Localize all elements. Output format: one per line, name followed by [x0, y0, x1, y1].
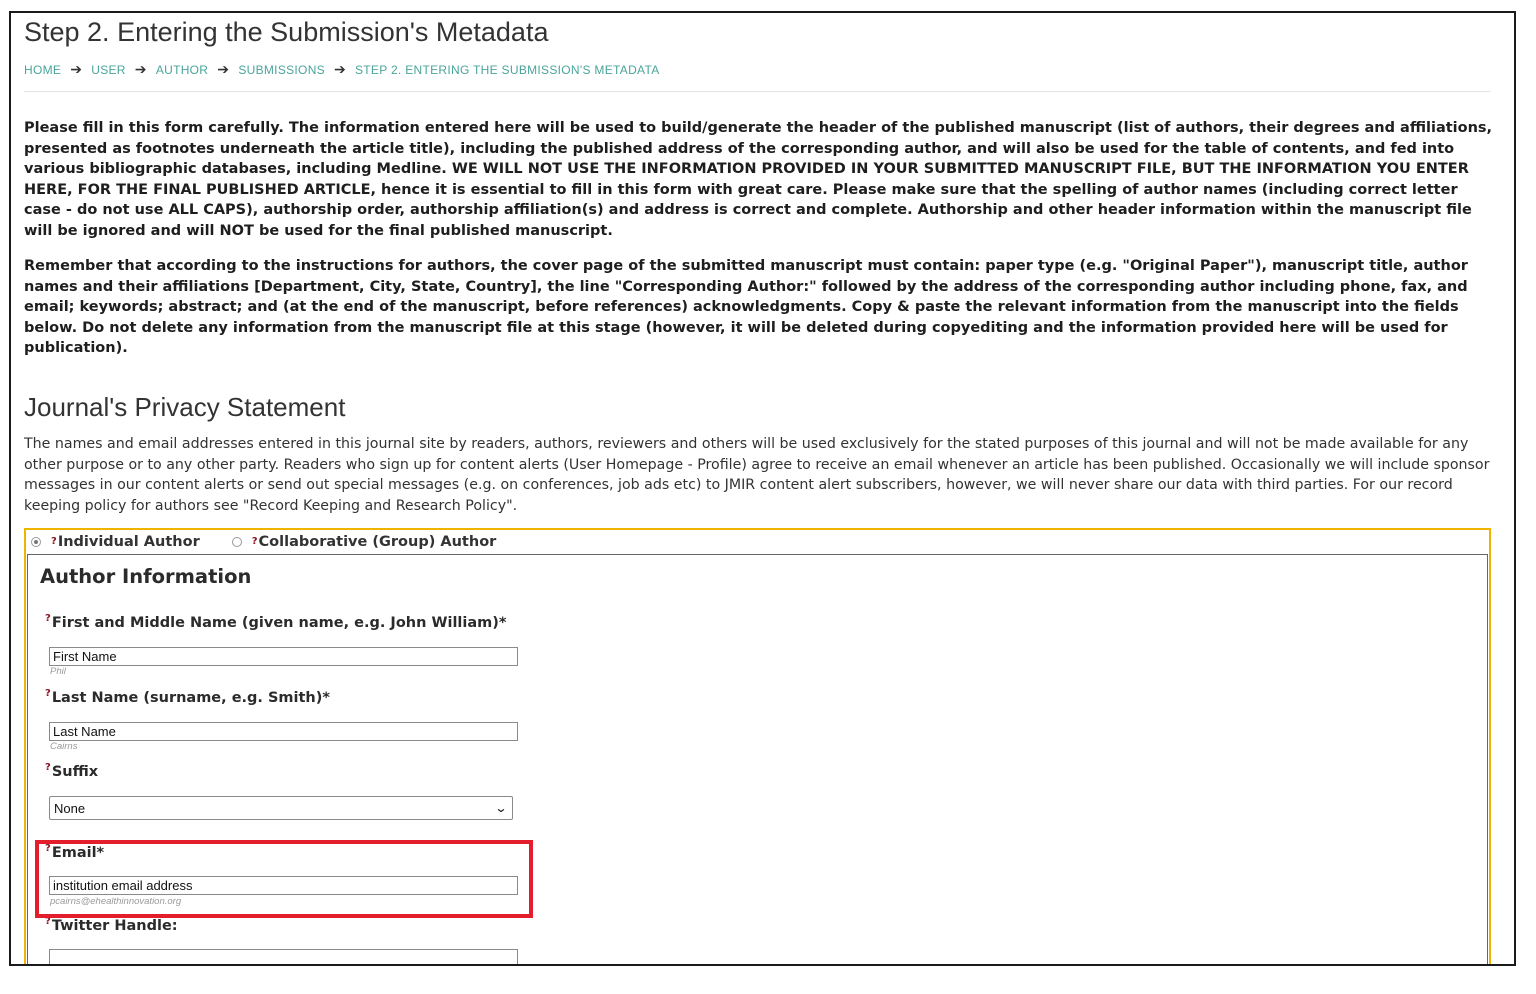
radio-individual-author[interactable]: ? Individual Author — [31, 534, 200, 550]
privacy-heading: Journal's Privacy Statement — [24, 392, 346, 422]
radio-checked-icon[interactable] — [31, 537, 41, 547]
email-hint: pcairns@ehealthinnovation.org — [50, 896, 182, 907]
twitter-handle-input[interactable] — [49, 949, 518, 966]
help-icon[interactable]: ? — [45, 916, 51, 928]
arrow-right-icon: ➔ — [333, 61, 346, 77]
page-frame — [9, 11, 1516, 966]
instructions-paragraph-2: Remember that according to the instructions for authors, the cover page of the submitted manuscript must contain: paper type (e.g. "Original Paper"), manuscript title, author names and their affiliations [Department, City, State, Country], the line "Corresponding Author:" followed by the address of the corresponding author including phone, fax, and email; keywords; abstract; and (at the end of the manuscript, before references) acknowledgments. Copy & paste the relevant information from the manuscript into the fields below. Do not delete any information from the manuscript file at this stage (however, it will be deleted during copyediting and the information provided here will be used for publication). — [24, 258, 1468, 356]
author-form-box — [24, 528, 1491, 966]
first-name-input[interactable] — [49, 647, 518, 666]
suffix-select[interactable] — [49, 796, 513, 820]
help-icon[interactable]: ? — [45, 688, 51, 700]
help-icon[interactable]: ? — [45, 762, 51, 774]
last-name-hint: Cairns — [50, 741, 78, 752]
arrow-right-icon: ➔ — [70, 61, 83, 77]
email-label: ?Email* — [45, 843, 105, 861]
first-name-hint: Phil — [50, 666, 66, 677]
help-icon[interactable]: ? — [45, 613, 51, 625]
breadcrumb-current-step[interactable]: STEP 2. ENTERING THE SUBMISSION'S METADATA — [355, 62, 660, 77]
help-icon[interactable]: ? — [45, 843, 51, 855]
suffix-select-value: None — [54, 800, 86, 816]
author-type-selector — [31, 531, 528, 553]
chevron-down-icon: ⌄ — [494, 801, 508, 815]
breadcrumb-author[interactable]: AUTHOR — [155, 62, 209, 77]
breadcrumb-home[interactable]: HOME — [24, 62, 62, 77]
breadcrumb-submissions[interactable]: SUBMISSIONS — [238, 62, 325, 77]
breadcrumb-user[interactable]: USER — [91, 62, 126, 77]
last-name-input[interactable] — [49, 722, 518, 741]
radio-collaborative-author[interactable]: ? Collaborative (Group) Author — [232, 534, 497, 550]
privacy-text: The names and email addresses entered in this journal site by readers, authors, reviewers and others will be used exclusively for the stated purposes of this journal and will not be made available for any other purpose or to any other party. Readers who sign up for content alerts (User Homepage - Profile) agree to receive an email whenever an article has been published. Occasionally we will include sponsor messages in our content alerts or send out special messages (e.g. on conferences, job ads etc) to JMIR content alert subscribers, however, we will never share our data with third parties. For our record keeping policy for authors see "Record Keeping and Research Policy". — [24, 436, 1490, 514]
arrow-right-icon: ➔ — [217, 61, 230, 77]
arrow-right-icon: ➔ — [134, 61, 147, 77]
section-title: Author Information — [40, 565, 252, 588]
author-information-panel — [27, 554, 1488, 966]
divider — [24, 91, 1491, 92]
radio-unchecked-icon[interactable] — [232, 537, 242, 547]
breadcrumb — [24, 61, 660, 78]
radio-individual-label: Individual Author — [57, 534, 200, 550]
suffix-label: ?Suffix — [45, 762, 99, 780]
radio-collaborative-label: Collaborative (Group) Author — [258, 534, 497, 550]
last-name-label: ?Last Name (surname, e.g. Smith)* — [45, 688, 330, 706]
page-title: Step 2. Entering the Submission's Metadata — [24, 17, 549, 47]
first-name-label: ?First and Middle Name (given name, e.g. John William)* — [45, 613, 507, 631]
instructions-paragraph-1: Please fill in this form carefully. The information entered here will be used to build/generate the header of the published manuscript (list of authors, their degrees and affiliations, presented as footnotes underneath the article title), including the published address of the corresponding author, and will also be used for the table of contents, and fed into various bibliographic databases, including Medline. WE WILL NOT USE THE INFORMATION PROVIDED IN YOUR SUBMITTED MANUSCRIPT FILE, BUT THE INFORMATION YOU ENTER HERE, FOR THE FINAL PUBLISHED ARTICLE, hence it is essential to fill in this form with great care. Please make sure that the spelling of author names (including correct letter case - do not use ALL CAPS), authorship order, authorship affiliation(s) and address is correct and complete. Authorship and other header information within the manuscript file will be ignored and will NOT be used for the final published manuscript. — [24, 120, 1493, 239]
twitter-label: ?Twitter Handle: — [45, 916, 178, 934]
email-input[interactable] — [49, 876, 518, 895]
